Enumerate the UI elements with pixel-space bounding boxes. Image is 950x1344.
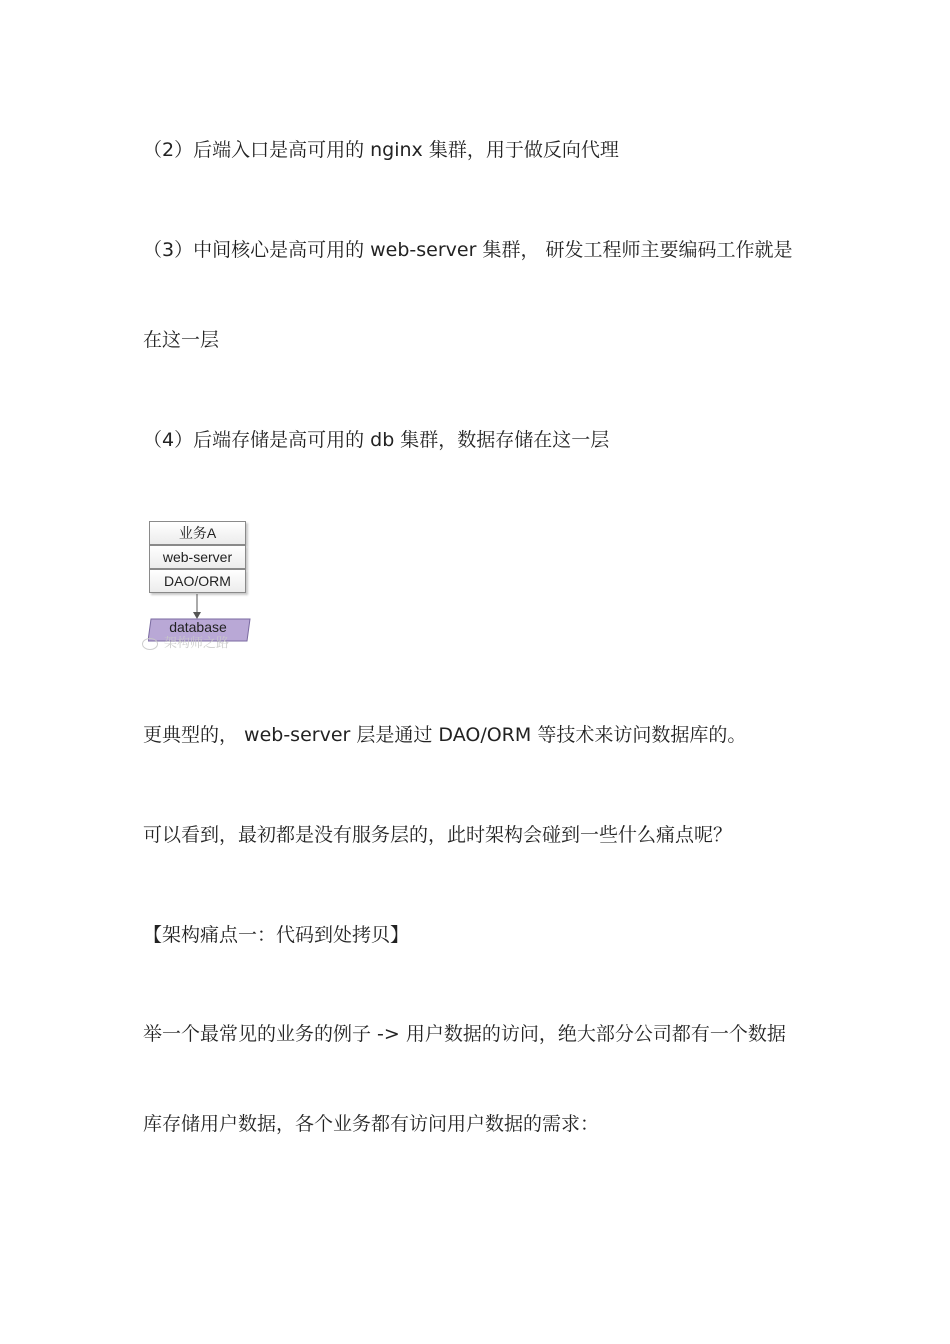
- text-line-2-nginx: （2）后端入口是高可用的 nginx 集群，用于做反向代理: [143, 139, 619, 161]
- architecture-diagram: [140, 515, 260, 655]
- text-line-dao-orm: 更典型的， web-server 层是通过 DAO/ORM 等技术来访问数据库的。: [143, 724, 747, 746]
- text-line-3-web-server: （3）中间核心是高可用的 web-server 集群， 研发工程师主要编码工作就是: [143, 239, 793, 261]
- watermark-text: 架构师之路: [164, 636, 230, 651]
- text-line-example: 举一个最常见的业务的例子 -> 用户数据的访问，绝大部分公司都有一个数据: [143, 1023, 786, 1045]
- watermark: [142, 632, 229, 651]
- text-line-3-continued: 在这一层: [143, 329, 220, 351]
- text-line-example-continued: 库存储用户数据，各个业务都有访问用户数据的需求：: [143, 1113, 600, 1135]
- diagram-box-business-a: 业务A: [149, 521, 246, 545]
- text-line-4-db: （4）后端存储是高可用的 db 集群，数据存储在这一层: [143, 429, 610, 451]
- diagram-box-dao-orm: DAO/ORM: [149, 569, 246, 593]
- diagram-database-label: database: [169, 619, 227, 635]
- wechat-icon: [142, 638, 158, 650]
- text-heading-pain-one: 【架构痛点一：代码到处拷贝】: [143, 924, 410, 946]
- text-line-pain-question: 可以看到，最初都是没有服务层的，此时架构会碰到一些什么痛点呢？: [143, 824, 733, 846]
- diagram-box-web-server: web-server: [149, 545, 246, 569]
